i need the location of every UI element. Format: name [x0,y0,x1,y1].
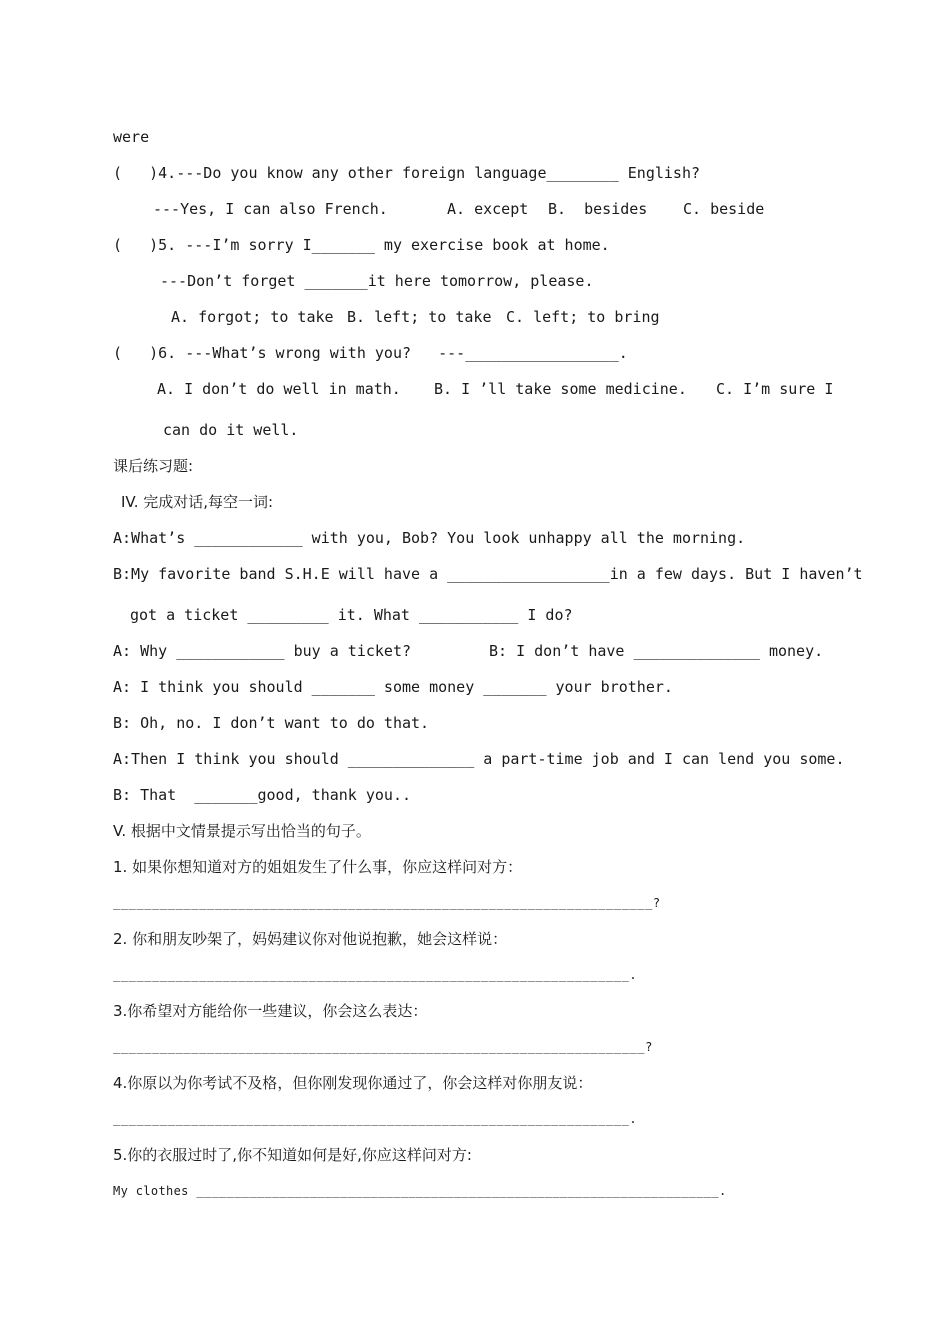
question-6-stem: ( )6. ---What’s wrong with you? ---_________________. [113,344,628,362]
scenario-4-prompt: 4.你原以为你考试不及格，但你刚发现你通过了，你会这样对你朋友说： [113,1074,593,1092]
scenario-3-answer-line: ____________________________________________________________________? [113,1040,653,1054]
dialogue-line-4a: A: Why ____________ buy a ticket? [113,642,412,660]
scenario-2-prompt: 2. 你和朋友吵架了，妈妈建议你对他说抱歉，她会这样说： [113,930,508,948]
scenario-1-answer-line: _____________________________________________________________________? [113,896,661,910]
question-5-option-b: B. left; to take [347,308,492,326]
question-6-option-b: B. I ’ll take some medicine. [434,380,687,398]
dialogue-line-1: A:What’s ____________ with you, Bob? You look unhappy all the morning. [113,529,746,547]
dialogue-line-6: B: Oh, no. I don’t want to do that. [113,714,430,732]
question-5-option-a: A. forgot; to take [171,308,334,326]
question-5-stem: ( )5. ---I’m sorry I_______ my exercise book at home. [113,236,610,254]
dialogue-line-2: B:My favorite band S.H.E will have a __________________in a few days. But I haven’t [113,565,863,583]
question-6-option-c-continued: can do it well. [163,421,299,439]
question-4-option-b: B. besides [548,200,648,218]
dialogue-line-4b: B: I don’t have ______________ money. [489,642,824,660]
section-5-heading: V. 根据中文情景提示写出恰当的句子。 [113,822,371,840]
dialogue-line-8: B: That _______good, thank you.. [113,786,412,804]
scenario-4-answer-line: __________________________________________________________________. [113,1112,638,1126]
question-6-option-a: A. I don’t do well in math. [157,380,401,398]
homework-heading: 课后练习题: [113,457,194,475]
scenario-1-prompt: 1. 如果你想知道对方的姐姐发生了什么事，你应这样问对方： [113,858,523,876]
scenario-5-answer-line: My clothes _____________________________________________________________________. [113,1184,727,1198]
section-4-heading: IV. 完成对话,每空一词: [121,493,274,511]
question-4-reply: ---Yes, I can also French. [153,200,388,218]
question-4-stem: ( )4.---Do you know any other foreign language________ English? [113,164,700,182]
question-4-option-c: C. beside [683,200,765,218]
scenario-2-answer-line: __________________________________________________________________. [113,968,638,982]
question-5-reply: ---Don’t forget _______it here tomorrow, please. [160,272,594,290]
dialogue-line-7: A:Then I think you should ______________ a part-time job and I can lend you some. [113,750,845,768]
dialogue-line-3: got a ticket _________ it. What ___________ I do? [130,606,573,624]
question-5-option-c: C. left; to bring [506,308,660,326]
scenario-3-prompt: 3.你希望对方能给你一些建议，你会这么表达： [113,1002,428,1020]
question-6-option-c: C. I’m sure I [716,380,834,398]
dialogue-line-5: A: I think you should _______ some money _______ your brother. [113,678,673,696]
continued-word: were [113,128,150,146]
question-4-option-a: A. except [447,200,529,218]
scenario-5-prompt: 5.你的衣服过时了,你不知道如何是好,你应这样问对方: [113,1146,472,1164]
